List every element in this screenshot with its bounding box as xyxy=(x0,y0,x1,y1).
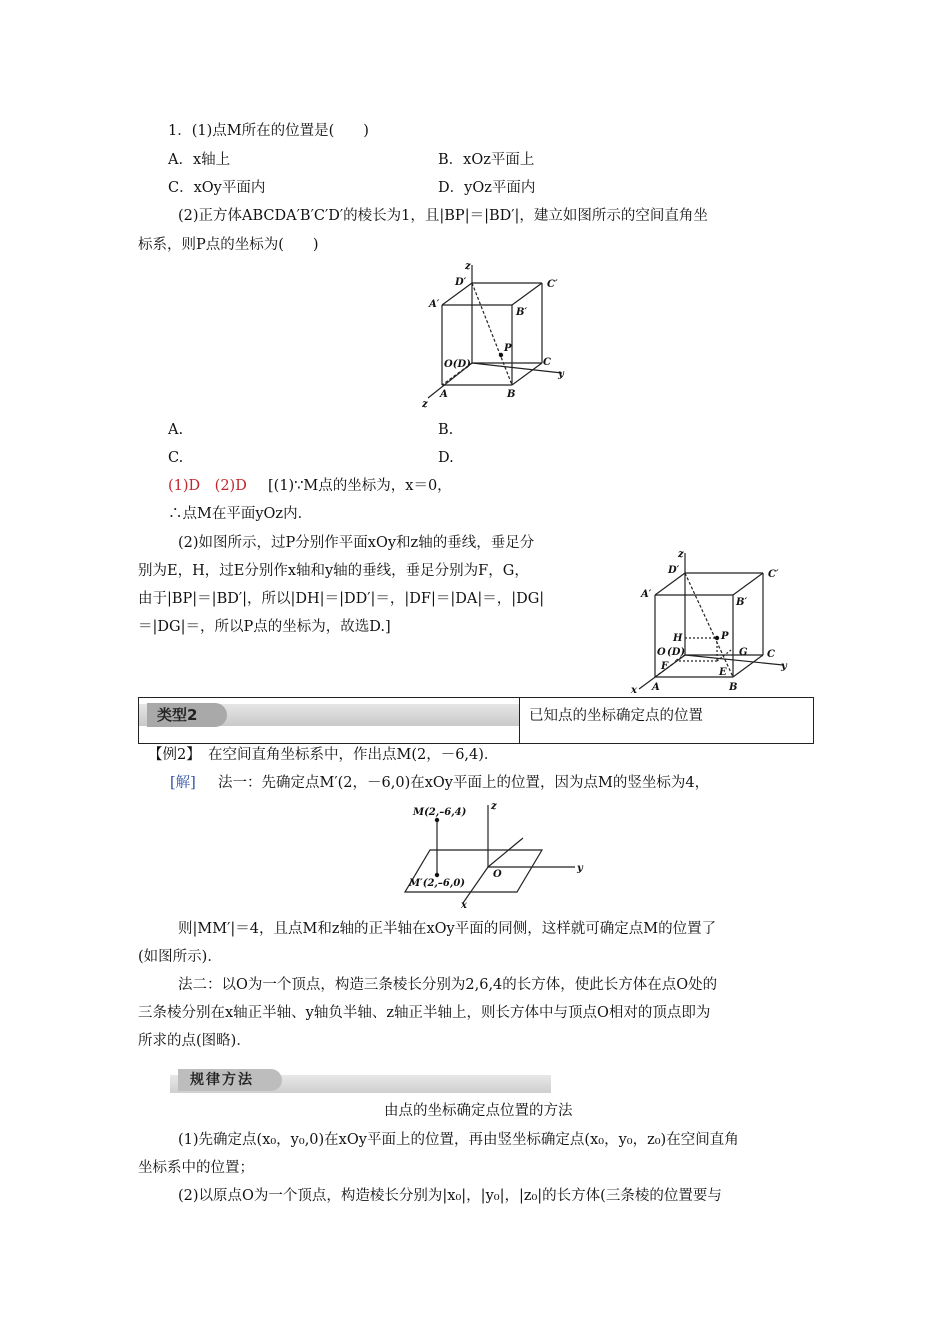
q2-stem-line1: (2)正方体ABCDA′B′C′D′的棱长为1，且|BP|＝|BD′|，建立如图所示的空间直角坐 xyxy=(178,208,708,224)
label-a: A xyxy=(652,682,660,693)
label-p: P xyxy=(721,631,729,642)
label-z: z xyxy=(491,801,497,812)
method-badge-label: 规律方法 xyxy=(190,1072,254,1088)
q2-answer-c: C. xyxy=(168,450,184,466)
example2-jie: [解] xyxy=(170,775,196,791)
label-y: y xyxy=(781,661,787,672)
section-header xyxy=(138,697,814,744)
solution-line1: [(1)∵M点的坐标为，x＝0， xyxy=(268,478,452,494)
q1-option-a: A．x轴上 xyxy=(168,152,231,168)
method-line2: 坐标系中的位置； xyxy=(138,1160,254,1176)
section-badge-label: 类型2 xyxy=(157,706,198,724)
example2-line3: (如图所示)． xyxy=(138,949,222,965)
q2-answer-d: D. xyxy=(438,450,454,466)
label-b: B xyxy=(507,389,516,400)
section-divider xyxy=(519,698,520,743)
q2-answer-b: B. xyxy=(438,422,454,438)
point-p xyxy=(499,353,503,357)
label-f: F xyxy=(661,661,669,672)
solution-answer: (1)D (2)D xyxy=(168,478,247,494)
example2-line6: 所求的点(图略)． xyxy=(138,1033,251,1049)
label-x: z xyxy=(422,399,428,410)
example2-line2: 则|MM′|＝4，且点M和z轴的正半轴在xOy平面的同侧，这样就可确定点M的位置了 xyxy=(178,921,717,937)
label-b-prime: B′ xyxy=(736,597,748,608)
label-b-prime: B′ xyxy=(516,307,528,318)
label-x: x xyxy=(631,685,637,695)
label-m: M(2,–6,4) xyxy=(413,807,467,818)
q1-option-c: C．xOy平面内 xyxy=(168,180,266,196)
label-g: G xyxy=(739,647,748,658)
solution-line2: ∴点M在平面yOz内． xyxy=(168,506,313,522)
method-title: 由点的坐标确定点位置的方法 xyxy=(384,1103,573,1119)
example2-line1: 法一：先确定点M′(2，－6,0)在xOy平面上的位置，因为点M的竖坐标为4， xyxy=(218,775,710,791)
label-m-prime: M′(2,–6,0) xyxy=(409,878,466,889)
label-o: O xyxy=(657,647,666,658)
label-y: y xyxy=(577,863,583,874)
label-c: C xyxy=(767,649,775,660)
label-o-d: O(D) xyxy=(444,359,471,370)
label-c-prime: C′ xyxy=(547,279,558,290)
label-d-prime: D′ xyxy=(455,277,467,288)
label-h: H xyxy=(673,633,683,644)
label-e: E xyxy=(719,667,727,678)
label-d: (D) xyxy=(667,647,686,658)
solution-line4: 别为E，H，过E分别作x轴和y轴的垂线，垂足分别为F，G， xyxy=(138,563,529,579)
q1-option-b: B．xOz平面上 xyxy=(438,152,535,168)
cube-figure-2 xyxy=(625,545,805,695)
label-c-prime: C′ xyxy=(768,569,779,580)
method-line1: (1)先确定点(x₀，y₀,0)在xOy平面上的位置，再由竖坐标确定点(x₀，y₀，z₀)在空间直角 xyxy=(178,1132,739,1148)
solution-line5: 由于|BP|＝|BD′|，所以|DH|＝|DD′|＝，|DF|＝|DA|＝，|DG| xyxy=(138,591,545,607)
label-a-prime: A′ xyxy=(641,589,652,600)
label-z: z xyxy=(465,261,471,272)
cube-figure-1 xyxy=(415,255,585,410)
q2-stem-line2: 标系，则P点的坐标为( ) xyxy=(138,237,319,253)
coordinate-figure-3 xyxy=(395,795,600,910)
example2-line4: 法二：以O为一个顶点，构造三条棱长分别为2,6,4的长方体，使此长方体在点O处的 xyxy=(178,977,718,993)
solution-line6: ＝|DG|＝，所以P点的坐标为，故选D.] xyxy=(138,619,391,635)
section-title: 已知点的坐标确定点的位置 xyxy=(529,708,703,724)
label-a-prime: A′ xyxy=(429,299,440,310)
q2-answer-a: A. xyxy=(168,422,184,438)
solution-line3: (2)如图所示，过P分别作平面xOy和z轴的垂线，垂足分 xyxy=(178,535,535,551)
label-d-prime: D′ xyxy=(668,565,680,576)
label-x: x xyxy=(461,900,467,910)
label-c: C xyxy=(543,357,551,368)
label-o: O xyxy=(493,869,502,880)
label-p: P xyxy=(504,343,512,354)
q1-option-d: D．yOz平面内 xyxy=(438,180,536,196)
method-line3: (2)以原点O为一个顶点，构造棱长分别为|x₀|，|y₀|，|z₀|的长方体(三条棱的位置要与 xyxy=(178,1188,722,1204)
label-a: A xyxy=(440,389,448,400)
label-b: B xyxy=(729,682,738,693)
label-z: z xyxy=(678,549,684,560)
example2-stem: 【例2】 在空间直角坐标系中，作出点M(2，－6,4)． xyxy=(148,747,499,763)
q1-stem: 1．(1)点M所在的位置是( ) xyxy=(168,123,369,139)
label-y: y xyxy=(558,369,564,380)
example2-line5: 三条棱分别在x轴正半轴、y轴负半轴、z轴正半轴上，则长方体中与顶点O相对的顶点即为 xyxy=(138,1005,711,1021)
